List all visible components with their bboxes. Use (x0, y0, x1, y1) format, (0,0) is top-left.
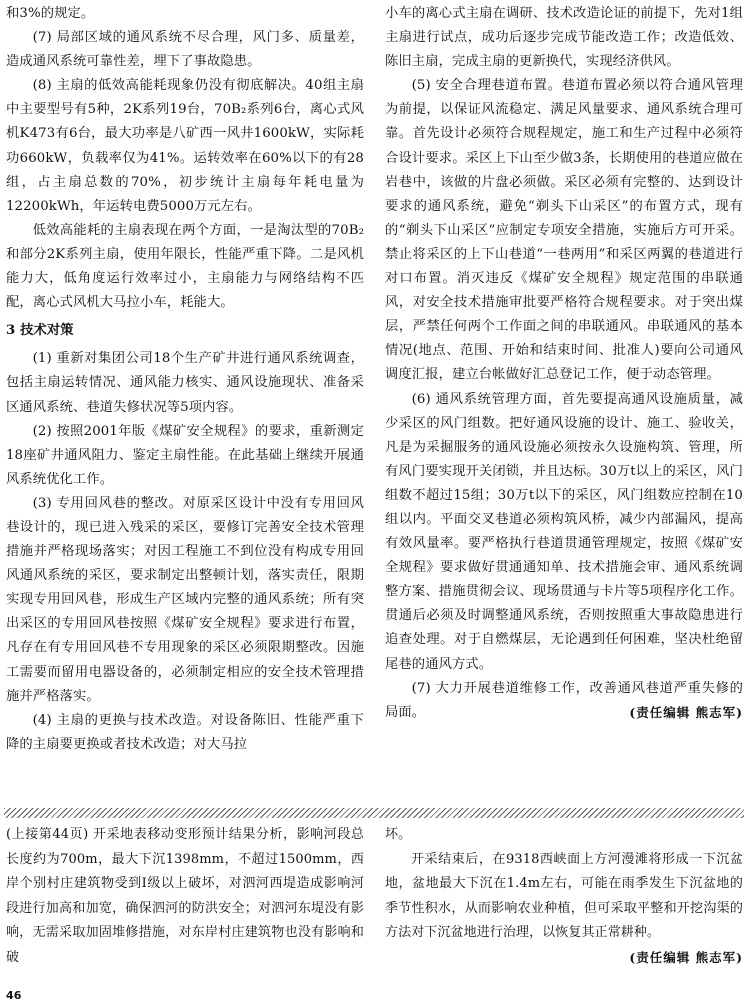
paragraph: (2) 按照2001年版《煤矿安全规程》的要求，重新测定18座矿井通风阻力、鉴定主扇性能。在此基础上继续开展通风系统优化工作。 (6, 423, 364, 487)
paragraph: (上接第44页) 开采地表移动变形预计结果分析，影响河段总长度约为700m，最大下沉1398mm，不超过1500mm，西岸个别村庄建筑物受到Ⅰ级以上破坏，对泗河西堤造成影响河段进行加高和加宽，确保泗河的防洪安全；对泗河东堤没有影响，无需采取加固堆修措施，对东岸村庄建筑物也没有影响和破 (6, 827, 364, 965)
paragraph (385, 677, 743, 725)
editor-credit: (责任编辑 熊志军) (629, 949, 743, 965)
continued-article-left (6, 823, 364, 971)
paragraph: 坏。 (385, 827, 412, 842)
paragraph: (5) 安全合理巷道布置。巷道布置必须以符合通风管理为前提，以保证风流稳定、满足风量要求、通风系统合理可靠。首先设计必须符合规程规定，施工和生产过程中必须符合设计要求。采区上下山至少做3条，长期使用的巷道应做在岩巷中，该做的片盘必须做。采区必须有完整的、达到设计要求的通风系统，避免“剃头下山采区”的布置方式，现有的“剃头下山采区”应制定专项安全措施，实施后方可开采。禁止将采区的上下山巷道“一巷两用”和采区两翼的巷道进行对口布置。消灭违反《煤矿安全规程》规定范围的串联通风，对安全技术措施审批要严格符合规程要求。对于突出煤层，严禁任何两个工作面之间的串联通风。串联通风的基本情况(地点、范围、开始和结束时间、批准人)要向公司通风调度汇报，建立台帐做好汇总登记工作，便于动态管理。 (385, 78, 743, 383)
paragraph: (1) 重新对集团公司18个生产矿井进行通风系统调查，包括主扇运转情况、通风能力核实、通风设施现状、准备采区通风系统、巷道失修状况等5项内容。 (6, 351, 364, 415)
paragraph: (3) 专用回风巷的整改。对原采区设计中没有专用回风巷设计的，现已进入残采的采区，要修订完善安全技术管理措施并严格现场落实；对因工程施工不到位没有构成专用回风通风系统的采区，要求制定出整顿计划，落实责任，限期实现专用回风巷，形成生产区域内完整的通风系统；所有突出采区的专用回风巷按照《煤矿安全规程》要求进行布置，凡存在有专用回风巷不专用现象的采区必须限期整改。因施工需要而留用电器设备的，必须制定相应的安全技术管理措施并严格落实。 (6, 495, 364, 704)
paragraph-text: 开采结束后，在9318西峡面上方河漫滩将形成一下沉盆地，盆地最大下沉在1.4m左右，可能在雨季发生下沉盆地的季节性积水，从而影响农业种植，但可采取平整和开挖沟渠的方法对下沉盆地进行治理，以恢复其正常耕种。 (385, 851, 743, 941)
paragraph (385, 848, 743, 965)
left-column (6, 2, 364, 757)
paragraph: 低效高能耗的主扇表现在两个方面，一是淘汰型的70B₂和部分2K系列主扇，使用年限长，性能严重下降。二是风机能力大，低角度运行效率过小，主扇能力与网络结构不匹配，离心式风机大马拉小车，耗能大。 (6, 222, 364, 311)
paragraph: 小车的离心式主扇在调研、技术改造论证的前提下，先对1组主扇进行试点，成功后逐步完成节能改造工作；改造低效、陈旧主扇，完成主扇的更新换代，实现经济供风。 (385, 6, 743, 70)
paragraph: 和3%的规定。 (6, 6, 95, 21)
section-heading: 3 技术对策 (6, 323, 74, 339)
paragraph: (7) 局部区域的通风系统不尽合理，风门多、质量差，造成通风系统可靠性差，埋下了事故隐患。 (6, 30, 364, 70)
paragraph: (6) 通风系统管理方面，首先要提高通风设施质量，减少采区的风门组数。把好通风设施的设计、施工、验收关，凡是为采掘服务的通风设施必须按永久设施构筑、管理，所有风门要实现开关闭锁，并且达标。30万t以上的采区，风门组数不超过15组；30万t以下的采区，风门组数应控制在10组以内。平面交叉巷道必须构筑风桥，减少内部漏风，提高有效风量率。要严格执行巷道贯通管理规定，按照《煤矿安全规程》要求做好贯通通知单、技术措施会审、通风系统调整方案、措施贯彻会议、现场贯通与卡片等5项程序化工作。贯通后必须及时调整通风系统，否则按照重大事故隐患进行追查处理。对于自燃煤层，无论遇到任何困难，坚决杜绝留尾巷的通风方式。 (385, 391, 743, 672)
continued-article-right (385, 823, 743, 971)
paragraph: (8) 主扇的低效高能耗现象仍没有彻底解决。40组主扇中主要型号有5种，2K系列19台，70B₂系列6台，离心式风机K473有6台，最大功率是八矿西一风井1600kW，实际耗功660kW，负载率仅为41%。运转效率在60%以下的有28组，占主扇总数的70%，初步统计主扇每年耗电量为12200kWh，年运转电费5000万元左右。 (6, 78, 364, 214)
hatched-divider (4, 808, 744, 818)
paragraph: (4) 主扇的更换与技术改造。对设备陈旧、性能严重下降的主扇要更换或者技术改造；对大马拉 (6, 712, 364, 752)
editor-credit: (责任编辑 熊志军) (629, 704, 743, 720)
right-column (385, 2, 743, 725)
paragraph-text: (7) 大力开展巷道维修工作，改善通风巷道严重失修的局面。 (385, 680, 743, 720)
page-number: 46 (6, 989, 22, 1002)
